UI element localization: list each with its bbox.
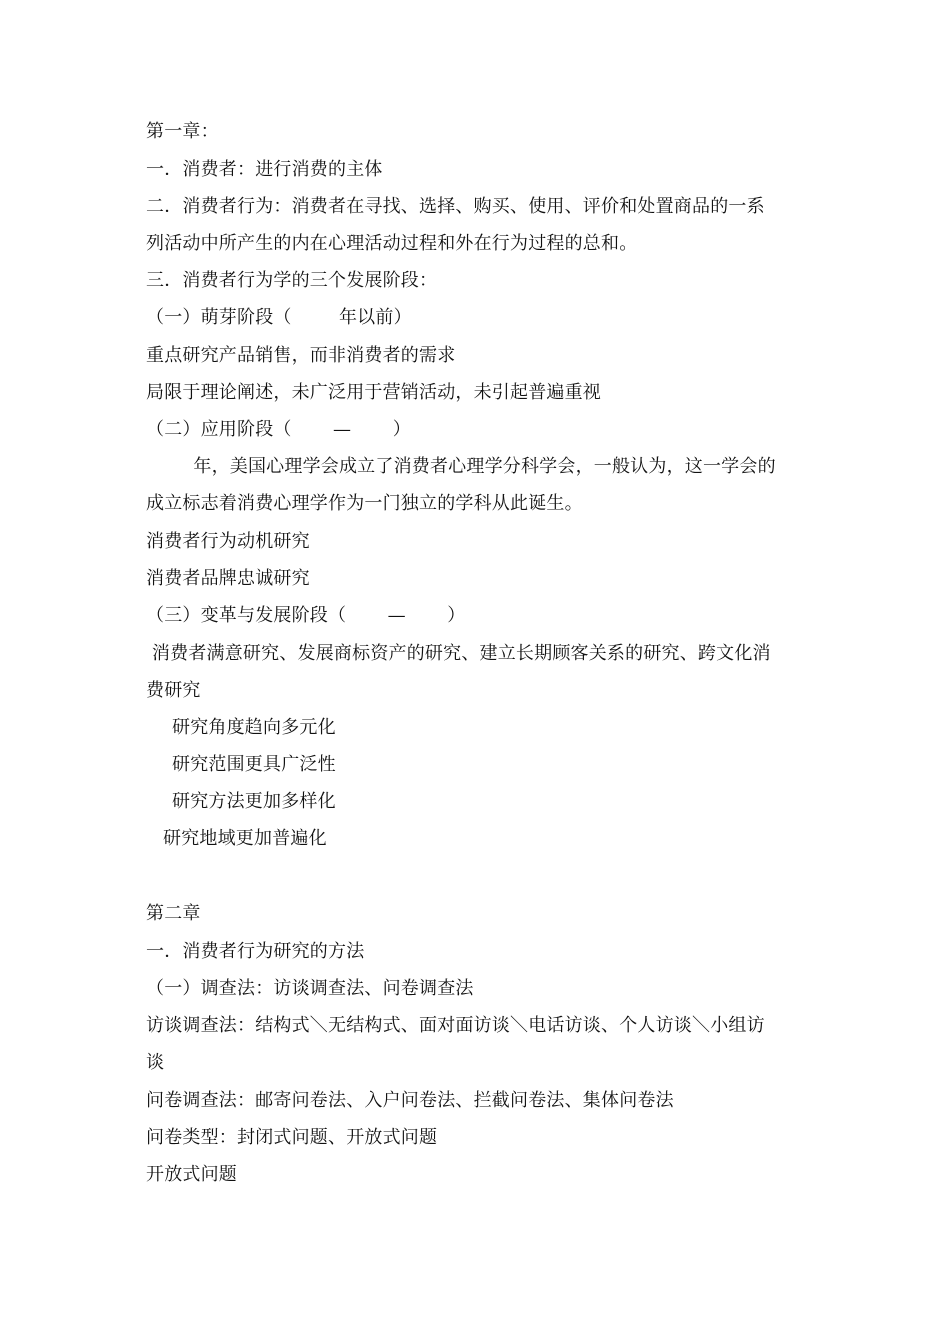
chapter1-item1: 一．消费者：进行消费的主体 xyxy=(146,159,383,180)
open-questions: 开放式问题 xyxy=(146,1164,237,1185)
chapter1-item2-line2: 列活动中所产生的内在心理活动过程和外在行为过程的总和。 xyxy=(146,233,638,254)
questionnaire-methods: 问卷调查法：邮寄问卷法、入户问卷法、拦截问卷法、集体问卷法 xyxy=(146,1090,674,1111)
stage2-point2: 消费者品牌忠诚研究 xyxy=(146,568,310,589)
chapter2-heading: 第二章 xyxy=(146,903,201,924)
chapter2-item1: 一．消费者行为研究的方法 xyxy=(146,941,365,962)
stage2-point1: 消费者行为动机研究 xyxy=(146,531,310,552)
stage3-trend1: 研究角度趋向多元化 xyxy=(172,717,336,738)
stage3-title: （三）变革与发展阶段（ — ） xyxy=(146,605,466,626)
chapter1-heading: 第一章： xyxy=(146,121,219,142)
stage3-trend3: 研究方法更加多样化 xyxy=(172,791,336,812)
stage2-paragraph-line1: 年，美国心理学会成立了消费者心理学分科学会，一般认为，这一学会的 xyxy=(146,456,776,477)
stage3-paragraph-line2: 费研究 xyxy=(146,680,201,701)
stage2-paragraph-line2: 成立标志着消费心理学作为一门独立的学科从此诞生。 xyxy=(146,493,583,514)
stage1-point1: 重点研究产品销售，而非消费者的需求 xyxy=(146,345,456,366)
stage2-title: （二）应用阶段（ — ） xyxy=(146,419,411,440)
interview-methods-line1: 访谈调查法：结构式＼无结构式、面对面访谈＼电话访谈、个人访谈＼小组访 xyxy=(146,1015,765,1036)
questionnaire-types: 问卷类型：封闭式问题、开放式问题 xyxy=(146,1127,438,1148)
interview-methods-line2: 谈 xyxy=(146,1052,165,1073)
stage1-title: （一）萌芽阶段（ 年以前） xyxy=(146,307,412,328)
chapter1-item3: 三．消费者行为学的三个发展阶段： xyxy=(146,270,438,291)
stage3-trend4: 研究地域更加普遍化 xyxy=(163,828,327,849)
stage3-paragraph-line1: 消费者满意研究、发展商标资产的研究、建立长期顾客关系的研究、跨文化消 xyxy=(146,643,771,664)
stage1-point2: 局限于理论阐述，未广泛用于营销活动，未引起普遍重视 xyxy=(146,382,601,403)
chapter1-item2-line1: 二．消费者行为：消费者在寻找、选择、购买、使用、评价和处置商品的一系 xyxy=(146,196,765,217)
stage3-trend2: 研究范围更具广泛性 xyxy=(172,754,336,775)
method1-title: （一）调查法：访谈调查法、问卷调查法 xyxy=(146,978,474,999)
